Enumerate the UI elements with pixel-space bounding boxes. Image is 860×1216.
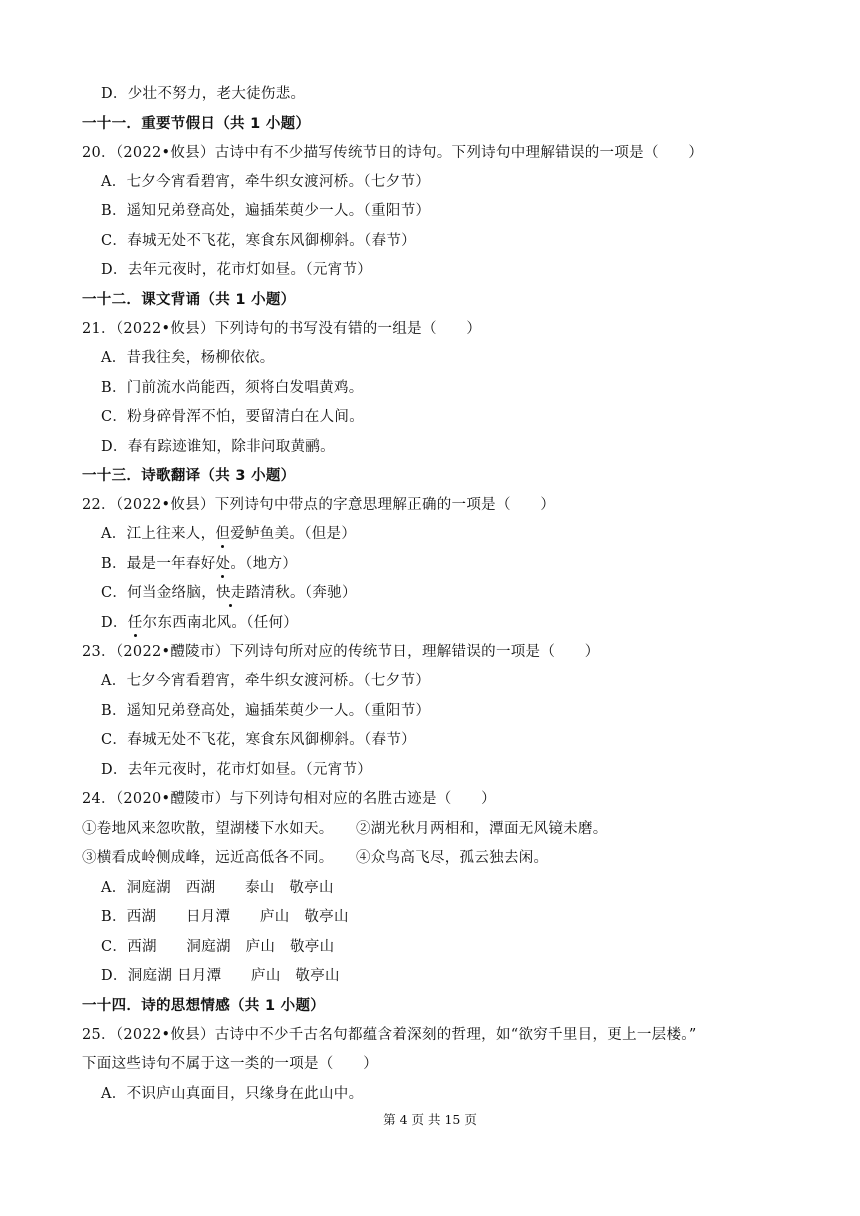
dotted-char: 快走 (216, 585, 246, 601)
q20-option-d: D．去年元夜时，花市灯如昼。（元宵节） (101, 262, 373, 278)
q24-option-d: D．洞庭湖 日月潭 庐山 敬亭山 (101, 968, 340, 984)
q23-option-d: D．去年元夜时，花市灯如昼。（元宵节） (101, 762, 373, 778)
page-footer: 第 4 页 共 15 页 (383, 1112, 477, 1127)
q21-option-c: C．粉身碎骨浑不怕，要留清白在人间。 (101, 409, 364, 425)
dotted-char: 但 (215, 526, 231, 542)
question-20: 20．（2022•攸县）古诗中有不少描写传统节日的诗句。下列诗句中理解错误的一项是（ ） (82, 145, 704, 161)
q20-option-b: B．遥知兄弟登高处，遍插茱萸少一人。（重阳节） (101, 203, 431, 219)
q21-option-a: A．昔我往矣，杨柳依依。 (101, 350, 275, 366)
dotted-char: 处 (215, 556, 231, 572)
q24-option-b: B．西湖 日月潭 庐山 敬亭山 (101, 909, 349, 925)
q20-option-a: A．七夕今宵看碧宵，牵牛织女渡河桥。（七夕节） (101, 174, 431, 190)
q22-option-a: A．江上往来人，但爱鲈鱼美。（但是） (101, 526, 357, 542)
q21-option-d: D．春有踪迹谁知，除非问取黄鹂。 (101, 439, 335, 455)
section-heading-12: 一十二．课文背诵（共 1 小题） (82, 292, 296, 308)
question-22: 22．（2022•攸县）下列诗句中带点的字意思理解正确的一项是（ ） (82, 497, 556, 513)
question-25: 25．（2022•攸县）古诗中不少千古名句都蕴含着深刻的哲理，如“欲穷千里目，更上一层楼。” (82, 1027, 697, 1043)
q21-option-b: B．门前流水尚能西，须将白发唱黄鸡。 (101, 380, 364, 396)
question-23: 23．（2022•醴陵市）下列诗句所对应的传统节日，理解错误的一项是（ ） (82, 644, 600, 660)
question-24: 24．（2020•醴陵市）与下列诗句相对应的名胜古迹是（ ） (82, 791, 496, 807)
q22-option-d: D．任尔东西南北风。（任何） (101, 615, 299, 631)
q23-option-c: C．春城无处不飞花，寒食东风御柳斜。（春节） (101, 732, 416, 748)
question-25-continued: 下面这些诗句不属于这一类的一项是（ ） (82, 1056, 378, 1072)
question-21: 21．（2022•攸县）下列诗句的书写没有错的一组是（ ） (82, 321, 482, 337)
q22-option-b: B．最是一年春好处。（地方） (101, 556, 298, 572)
q23-option-a: A．七夕今宵看碧宵，牵牛织女渡河桥。（七夕节） (101, 673, 431, 689)
section-heading-11: 一十一．重要节假日（共 1 小题） (82, 116, 311, 132)
dotted-char: 任 (127, 615, 143, 631)
q23-option-b: B．遥知兄弟登高处，遍插茱萸少一人。（重阳节） (101, 703, 431, 719)
q19-option-d: D．少壮不努力，老大徒伤悲。 (101, 86, 306, 102)
q24-option-a: A．洞庭湖 西湖 泰山 敬亭山 (101, 880, 334, 896)
section-heading-14: 一十四．诗的思想情感（共 1 小题） (82, 998, 326, 1014)
q24-poems-1-2: ①卷地风来忽吹散，望湖楼下水如天。 ②湖光秋月两相和，潭面无风镜未磨。 (82, 821, 608, 837)
q20-option-c: C．春城无处不飞花，寒食东风御柳斜。（春节） (101, 233, 416, 249)
q25-option-a: A．不识庐山真面目，只缘身在此山中。 (101, 1086, 364, 1102)
q22-option-c: C．何当金络脑，快走踏清秋。（奔驰） (101, 585, 357, 601)
q24-option-c: C．西湖 洞庭湖 庐山 敬亭山 (101, 939, 335, 955)
q24-poems-3-4: ③横看成岭侧成峰，远近高低各不同。 ④众鸟高飞尽，孤云独去闲。 (82, 850, 549, 866)
section-heading-13: 一十三．诗歌翻译（共 3 小题） (82, 468, 296, 484)
